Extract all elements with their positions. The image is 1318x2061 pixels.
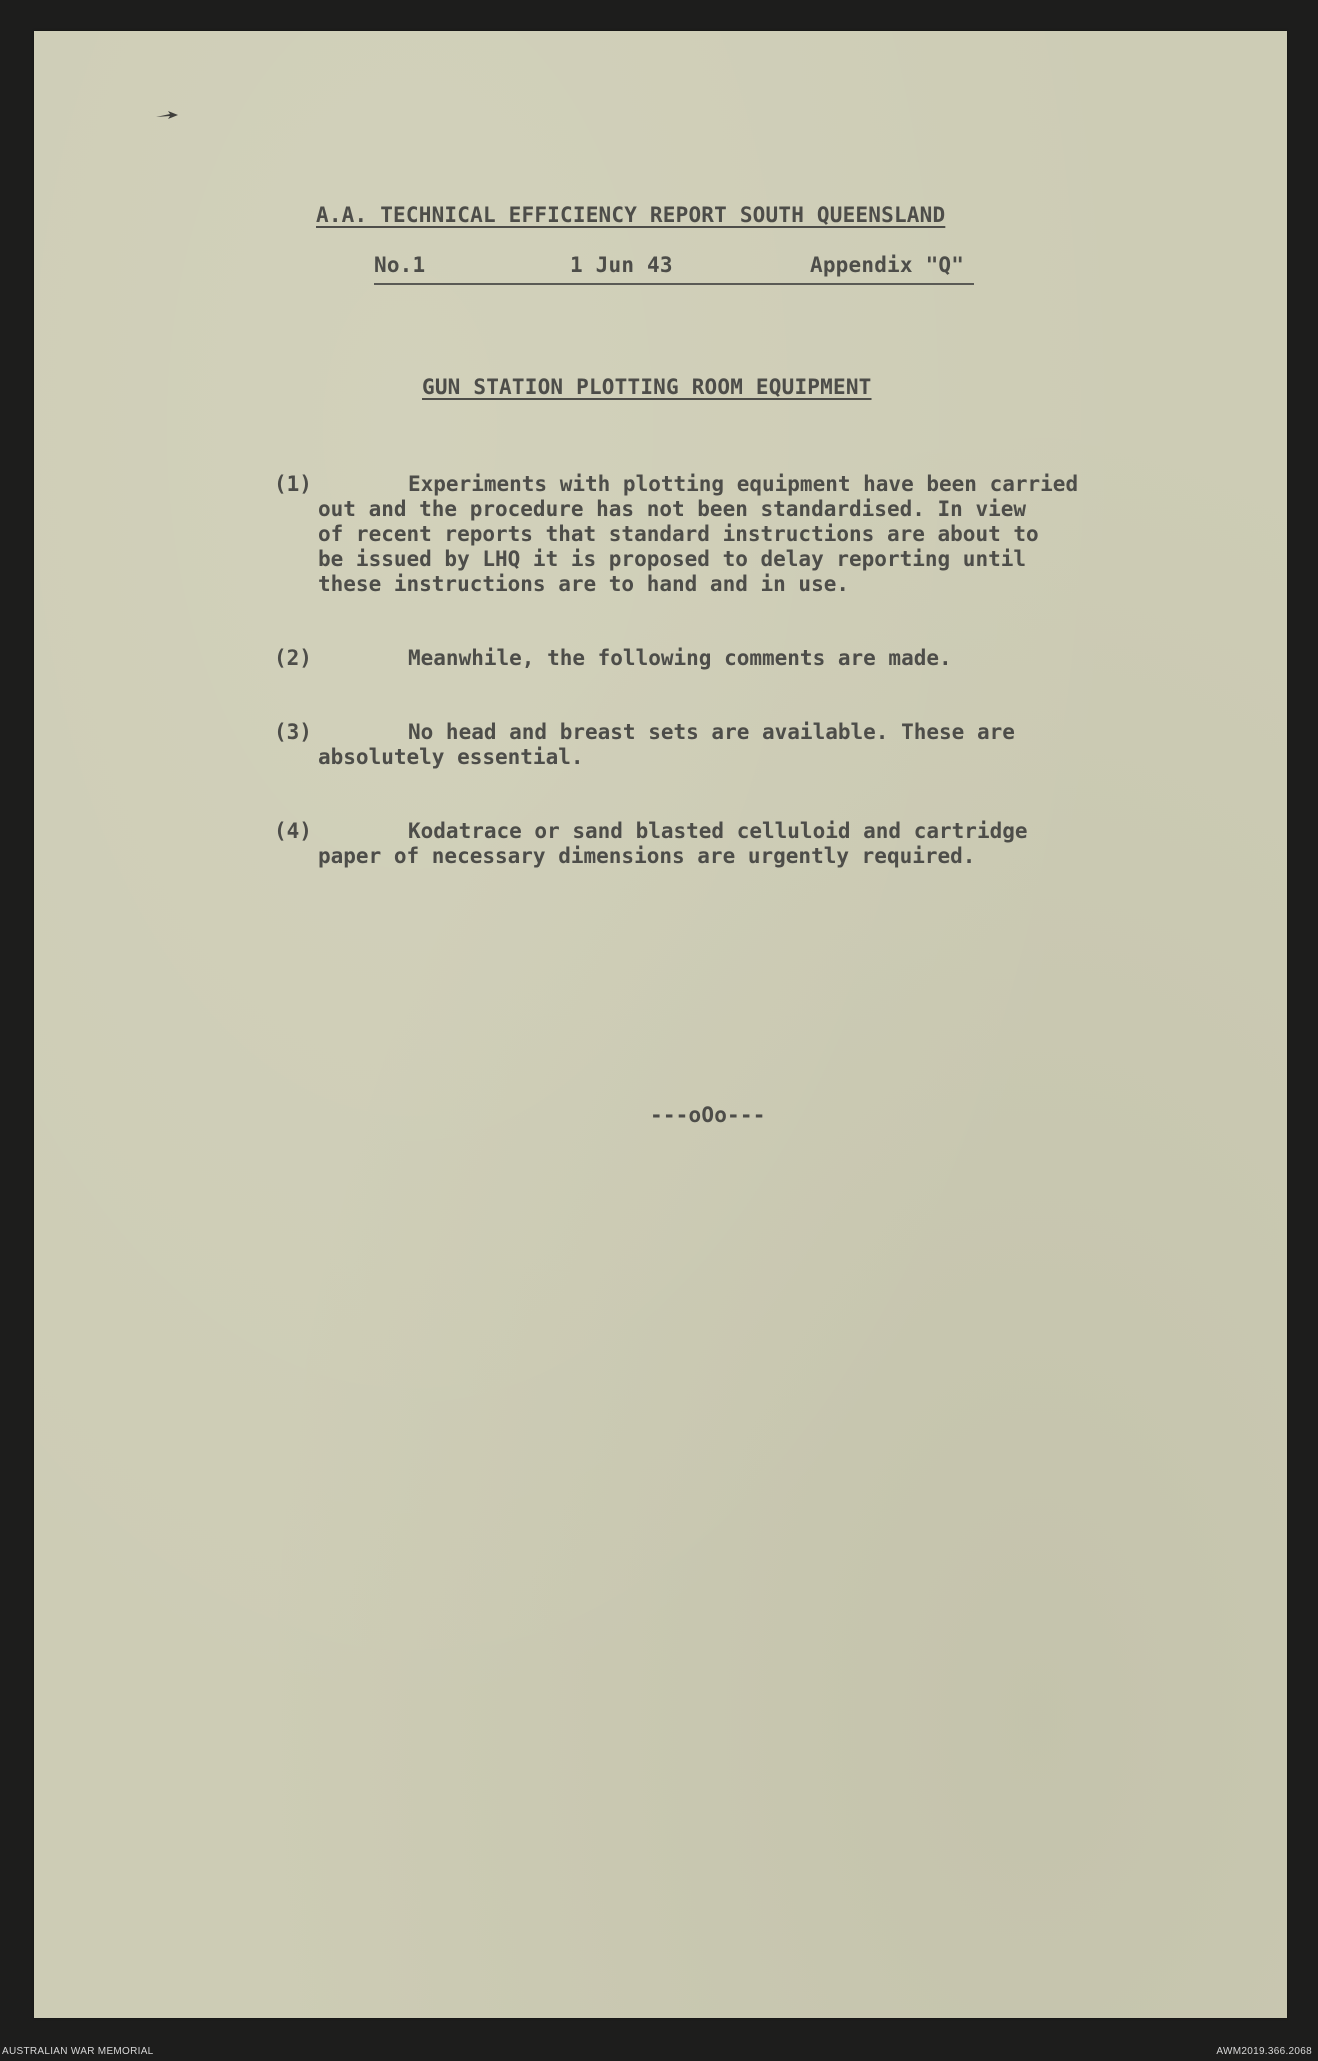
section-heading: GUN STATION PLOTTING ROOM EQUIPMENT [422,375,872,399]
paragraph-line: paper of necessary dimensions are urgently required. [318,844,976,868]
report-number: No.1 [374,253,426,277]
paragraph-line: of recent reports that standard instructions are about to [318,522,1039,546]
paragraph-number: (2) [274,646,312,670]
report-title: A.A. TECHNICAL EFFICIENCY REPORT SOUTH QUEENSLAND [316,203,946,227]
paragraph-4 [274,819,1204,869]
paragraph-line: Meanwhile, the following comments are made. [408,646,952,670]
report-subline [374,253,974,285]
end-mark: ---oOo--- [650,1103,766,1127]
report-date: 1 Jun 43 [570,253,673,277]
paragraph-line: out and the procedure has not been standardised. In view [318,497,1027,521]
paragraph-number: (3) [274,720,312,744]
footer-reference: AWM2019.366.2068 [1216,2046,1312,2057]
paragraph-line: Experiments with plotting equipment have been carried [408,472,1079,496]
footer-institution: AUSTRALIAN WAR MEMORIAL [2,2046,154,2057]
ink-mark-icon [152,103,182,131]
paragraph-1 [274,472,1204,597]
paragraph-number: (1) [274,472,312,496]
paragraph-line: these instructions are to hand and in use. [318,572,850,596]
document-page [34,31,1287,2018]
appendix-label: Appendix "Q" [810,253,965,277]
paragraph-2 [274,646,1204,671]
paragraph-3 [274,720,1204,770]
paragraph-number: (4) [274,819,312,843]
paragraph-line: No head and breast sets are available. These are [408,720,1015,744]
paragraph-line: be issued by LHQ it is proposed to delay reporting until [318,547,1027,571]
paragraph-line: Kodatrace or sand blasted celluloid and cartridge [408,819,1028,843]
paragraph-line: absolutely essential. [318,745,584,769]
